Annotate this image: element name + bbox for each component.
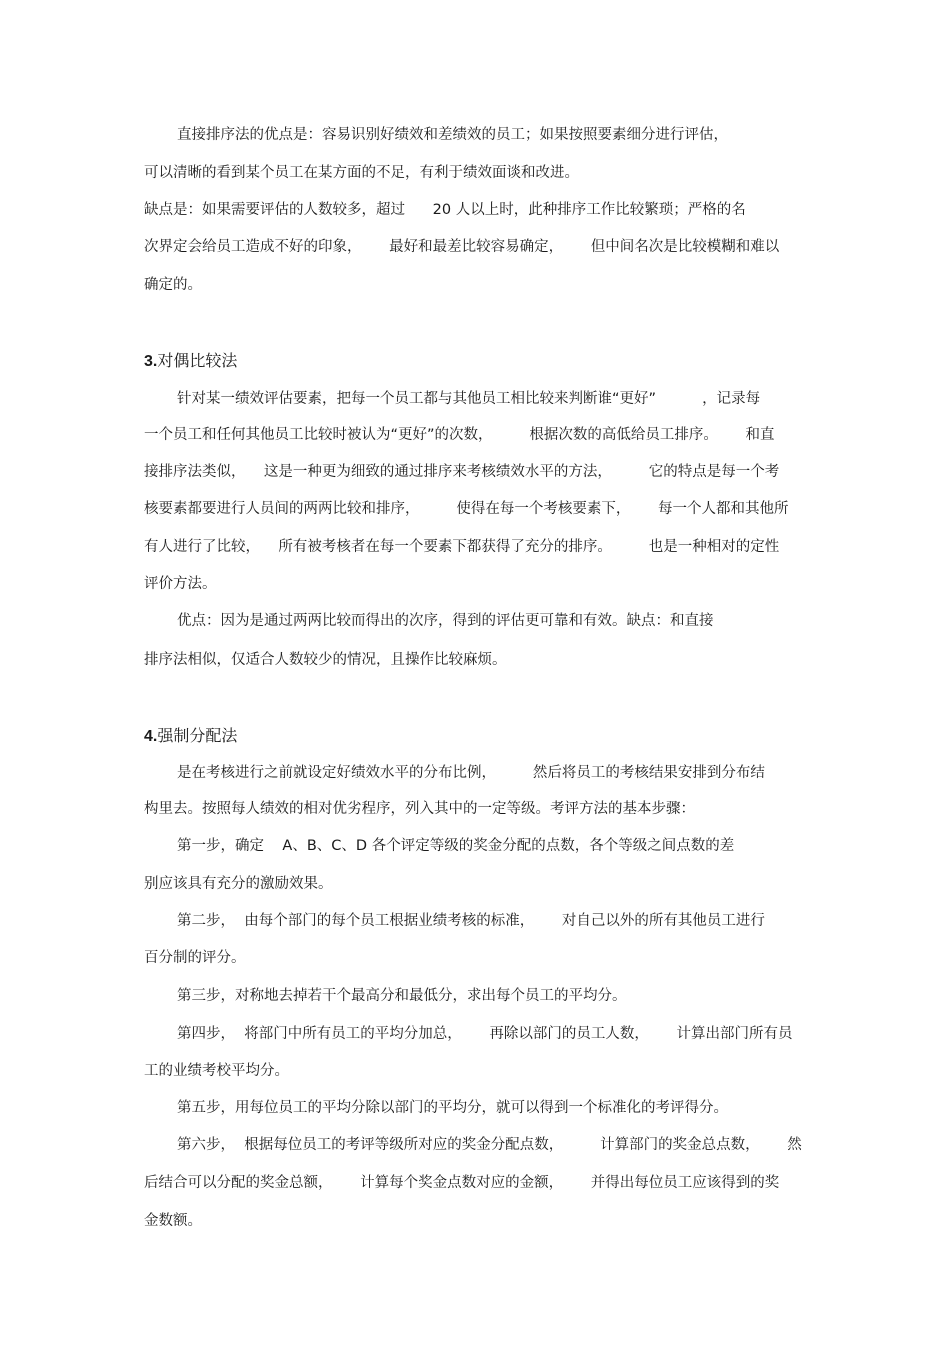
step-line: 第三步，对称地去掉若干个最高分和最低分，求出每个员工的平均分。 [177, 988, 627, 1004]
step-line: 第二步， 由每个部门的每个员工根据业绩考核的标准， 对自己以外的所有其他员工进行 [177, 913, 765, 929]
paragraph-line: 优点：因为是通过两两比较而得出的次序，得到的评估更可靠和有效。缺点：和直接 [177, 613, 714, 629]
paragraph-line: 次界定会给员工造成不好的印象， 最好和最差比较容易确定， 但中间名次是比较模糊和难以 [144, 239, 780, 255]
paragraph-line: 有人进行了比较， 所有被考核者在每一个要素下都获得了充分的排序。 也是一种相对的定性 [144, 539, 780, 555]
paragraph-line: 可以清晰的看到某个员工在某方面的不足，有利于绩效面谈和改进。 [144, 165, 579, 181]
paragraph-line: 核要素都要进行人员间的两两比较和排序， 使得在每一个考核要素下， 每一个人都和其他所 [144, 501, 789, 517]
section-number: 3. [144, 353, 158, 370]
paragraph-line: 是在考核进行之前就设定好绩效水平的分布比例， 然后将员工的考核结果安排到分布结 [177, 765, 765, 781]
paragraph-line: 针对某一绩效评估要素，把每一个员工都与其他员工相比较来判断谁“更好” ，记录每 [177, 391, 761, 407]
paragraph-line: 评价方法。 [144, 576, 217, 592]
step-line: 第六步， 根据每位员工的考评等级所对应的奖金分配点数， 计算部门的奖金总点数， 然 [177, 1137, 802, 1153]
step-line: 第五步，用每位员工的平均分除以部门的平均分，就可以得到一个标准化的考评得分。 [177, 1100, 728, 1116]
section-title: 强制分配法 [157, 726, 238, 745]
paragraph-line: 确定的。 [144, 277, 202, 293]
step-line: 金数额。 [144, 1213, 202, 1229]
step-line: 百分制的评分。 [144, 950, 246, 966]
paragraph-line: 排序法相似，仅适合人数较少的情况，且操作比较麻烦。 [144, 652, 507, 668]
section-heading [144, 350, 237, 373]
step-line: 后结合可以分配的奖金总额， 计算每个奖金点数对应的金额， 并得出每位员工应该得到的奖 [144, 1175, 780, 1191]
section-heading [144, 725, 237, 748]
step-line: 第一步，确定 A、B、C、D 各个评定等级的奖金分配的点数，各个等级之间点数的差 [177, 838, 735, 854]
section-number: 4. [144, 728, 158, 745]
paragraph-line: 接排序法类似， 这是一种更为细致的通过排序来考核绩效水平的方法， 它的特点是每一个考 [144, 464, 780, 480]
section-title: 对偶比较法 [157, 351, 238, 370]
paragraph-line: 缺点是：如果需要评估的人数较多，超过 20 人以上时，此种排序工作比较繁琐；严格的名 [144, 202, 746, 218]
paragraph-line: 构里去。按照每人绩效的相对优劣程序，列入其中的一定等级。考评方法的基本步骤： [144, 801, 695, 817]
paragraph-line: 一个员工和任何其他员工比较时被认为“更好”的次数， 根据次数的高低给员工排序。 和直 [144, 427, 775, 443]
step-line: 别应该具有充分的激励效果。 [144, 876, 333, 892]
step-line: 第四步， 将部门中所有员工的平均分加总， 再除以部门的员工人数， 计算出部门所有员 [177, 1026, 793, 1042]
paragraph-line: 直接排序法的优点是：容易识别好绩效和差绩效的员工；如果按照要素细分进行评估， [177, 127, 728, 143]
step-line: 工的业绩考校平均分。 [144, 1063, 289, 1079]
